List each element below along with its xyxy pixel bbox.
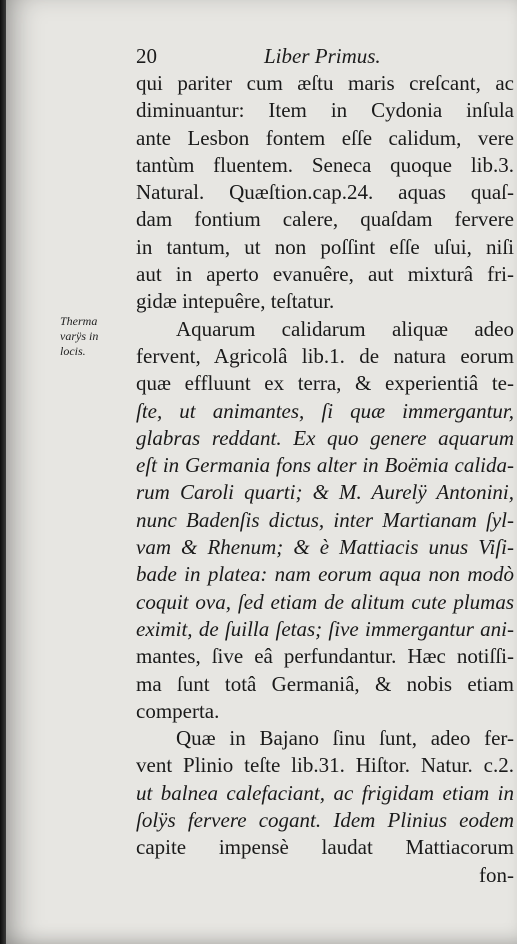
text-line: Aquarum calidarum aliquæ adeo xyxy=(176,316,514,341)
margin-note xyxy=(60,314,132,359)
text-line: eximit, de ſuilla ſetas; ſive immergantur ani- xyxy=(136,616,514,641)
text-line: diminuantur: Item in Cydonia inſula xyxy=(136,98,514,123)
text-line: Natural. Quæſtion.cap.24. aquas quaſ- xyxy=(136,180,514,205)
margin-note-line: locis. xyxy=(60,344,86,358)
text-line: fon- xyxy=(479,862,514,887)
text-line: Quæ in Bajano ſinu ſunt, adeo fer- xyxy=(176,726,514,751)
text-line: gidæ intepuêre, teſtatur. xyxy=(136,289,335,314)
text-line: mantes, ſive eâ perfundantur. Hæc notiſſi- xyxy=(136,644,514,669)
text-line: rum Caroli quarti; & M. Aurelÿ Antonini, xyxy=(136,480,514,505)
text-line: qui pariter cum æſtu maris creſcant, ac xyxy=(136,71,514,95)
text-line: in tantum, ut non poſſint eſſe uſui, niſi xyxy=(136,234,514,259)
text-line: ſte, ut animantes, ſi quæ immergantur, xyxy=(136,398,514,423)
body-text xyxy=(136,70,514,889)
text-line: ma ſunt totâ Germaniâ, & nobis etiam xyxy=(136,671,514,696)
margin-note-line: varÿs in xyxy=(60,329,99,343)
text-line: bade in platea: nam eorum aqua non modò xyxy=(136,562,514,587)
text-line: ut balnea calefaciant, ac frigidam etiam in xyxy=(136,780,514,805)
book-page xyxy=(6,0,517,944)
text-line: ſolÿs fervere cogant. Idem Plinius eodem xyxy=(136,808,514,833)
text-line: tantùm fluentem. Seneca quoque lib.3. xyxy=(136,152,514,177)
text-line: comperta. xyxy=(136,698,220,723)
text-line: glabras reddant. Ex quo genere aquarum xyxy=(136,425,514,450)
text-line: vam & Rhenum; & è Mattiacis unus Viſi- xyxy=(136,535,514,560)
text-line: ante Lesbon fontem eſſe calidum, vere xyxy=(136,125,514,150)
page-header xyxy=(136,44,506,70)
text-line: eſt in Germania fons alter in Boëmia calida- xyxy=(136,453,514,478)
page-number: 20 xyxy=(136,44,157,68)
text-line: nunc Badenſis dictus, inter Martianam ſyl- xyxy=(136,507,514,532)
text-line: capite impensè laudat Mattiacorum xyxy=(136,835,514,860)
text-line: quæ effluunt ex terra, & experientiâ te- xyxy=(136,371,514,396)
text-line: fervent, Agricolâ lib.1. de natura eorum xyxy=(136,343,514,368)
text-line: vent Plinio teſte lib.31. Hiſtor. Natur. c.2. xyxy=(136,753,514,778)
text-line: dam fontium calere, quaſdam fervere xyxy=(136,207,514,232)
running-title: Liber Primus. xyxy=(264,44,381,68)
margin-note-line: Therma xyxy=(60,314,98,328)
text-line: coquit ova, ſed etiam de alitum cute plumas xyxy=(136,589,514,614)
text-line: aut in aperto evanuêre, aut mixturâ fri- xyxy=(136,262,514,287)
